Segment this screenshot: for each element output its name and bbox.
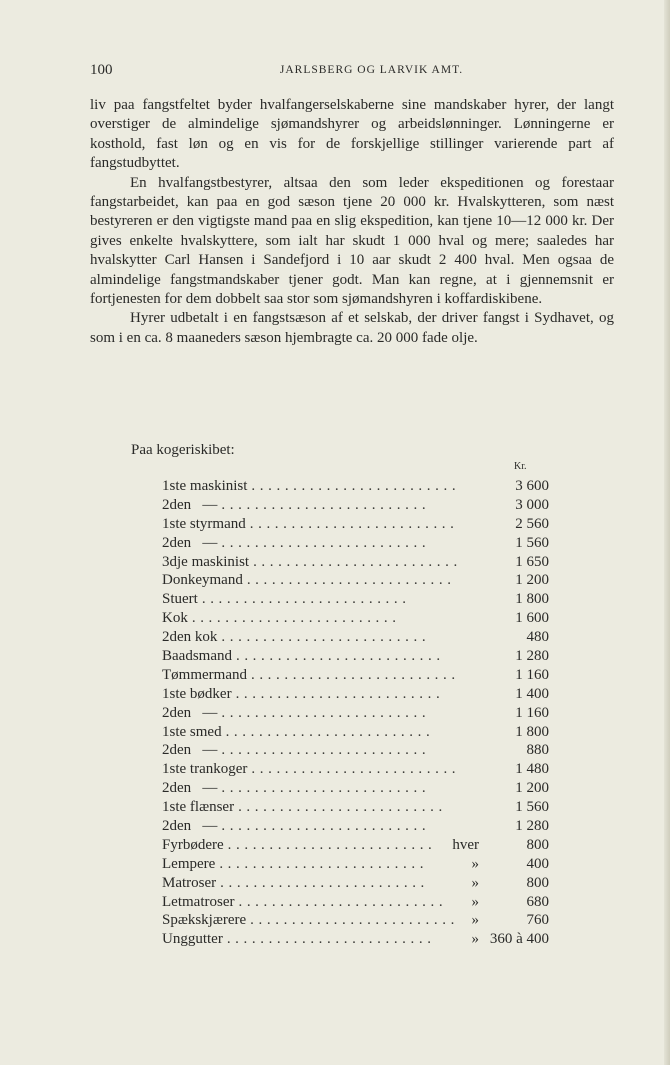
row-unit: » — [471, 931, 479, 948]
row-label: Stuert — [162, 591, 198, 608]
row-label: 1ste smed — [162, 723, 222, 740]
table-row — [162, 554, 549, 573]
row-label: 1ste bødker — [162, 685, 232, 702]
table-row — [162, 875, 549, 894]
row-amount: 1 400 — [515, 685, 549, 702]
paragraph: Hyrer udbetalt i en fangstsæson af et selskab, der driver fangst i Sydhavet, og som i en ca. 8 maaneders sæson hjembragte ca. 20 000 fade olje. — [90, 310, 614, 346]
table-row — [162, 799, 549, 818]
row-label: 2den kok — [162, 629, 218, 646]
leader-dots: ......................... — [221, 780, 431, 797]
leader-dots: ......................... — [238, 799, 447, 816]
leader-dots: ......................... — [235, 685, 445, 702]
table-row — [162, 780, 549, 799]
wage-table — [162, 478, 549, 950]
row-amount: 680 — [526, 893, 549, 910]
table-row — [162, 818, 549, 837]
page-header — [90, 62, 613, 84]
row-amount: 880 — [526, 742, 549, 759]
row-unit: hver — [452, 836, 479, 853]
row-amount: 1 200 — [515, 780, 549, 797]
row-label: Tømmermand — [162, 666, 247, 683]
row-label: 2den — — [162, 742, 218, 759]
table-row — [162, 686, 549, 705]
row-label: 1ste flænser — [162, 799, 235, 816]
row-label: Letmatroser — [162, 893, 235, 910]
row-amount: 1 160 — [515, 666, 549, 683]
leader-dots: ......................... — [220, 874, 429, 891]
row-label: 3dje maskinist — [162, 553, 250, 570]
table-row — [162, 516, 549, 535]
leader-dots: ......................... — [221, 704, 431, 721]
table-row — [162, 894, 549, 913]
row-unit: » — [471, 855, 479, 872]
paragraph: En hvalfangstbestyrer, altsaa den som leder ekspeditionen og forestaar fangstarbeidet, kan paa en god sæson tjene 20 000 kr. Hvalskytteren, som næst bestyreren er den vigtigste mand paa en slig ekspedition, kan tjene 10—12 000 kr. Der gives enkelte hvalskyttere, som ialt har skudt 1 000 hval og mere; saaledes har hvalskytter Carl Hansen i Sandefjord i 10 aar skudt 2 400 hval. Men ogsaa de almindelige fangstmandskaber tjener godt. Man kan regne, at i gjennemsnit er fortjenesten for dem dobbelt saa stor som sjømandshyren i koffardiskibene. — [90, 174, 614, 308]
table-row — [162, 478, 549, 497]
row-label: 2den — — [162, 780, 218, 797]
leader-dots: ......................... — [253, 553, 462, 570]
table-row — [162, 742, 549, 761]
leader-dots: ......................... — [226, 931, 436, 948]
table-row — [162, 629, 549, 648]
row-label: Unggutter — [162, 931, 223, 948]
leader-dots: ......................... — [251, 761, 461, 778]
row-label: 2den — — [162, 534, 218, 551]
row-unit: » — [471, 893, 479, 910]
row-amount: 360 à 400 — [489, 931, 549, 948]
table-row — [162, 931, 549, 950]
row-amount: 1 160 — [515, 704, 549, 721]
row-label: 1ste styrmand — [162, 515, 246, 532]
row-amount: 1 650 — [515, 553, 549, 570]
table-row — [162, 837, 549, 856]
table-row — [162, 724, 549, 743]
row-amount: 1 600 — [515, 610, 549, 627]
table-row — [162, 497, 549, 516]
leader-dots: ......................... — [249, 515, 459, 532]
row-amount: 1 560 — [515, 799, 549, 816]
row-label: Donkeymand — [162, 572, 243, 589]
row-label: Baadsmand — [162, 648, 232, 665]
row-amount: 1 280 — [515, 818, 549, 835]
row-amount: 800 — [526, 836, 549, 853]
table-row — [162, 705, 549, 724]
row-amount: 1 800 — [515, 591, 549, 608]
currency-header: Kr. — [514, 461, 527, 472]
leader-dots: ......................... — [221, 534, 431, 551]
table-title: Paa kogeriskibet: — [131, 442, 235, 458]
leader-dots: ......................... — [251, 478, 461, 494]
row-label: Matroser — [162, 874, 217, 891]
leader-dots: ......................... — [221, 496, 431, 513]
row-label: 2den — — [162, 704, 218, 721]
paragraph: liv paa fangstfeltet byder hvalfangerselskaberne sine mandskaber hyrer, der langt overstiger de almindelige sjømandshyrer og arbeidslønninger. Lønningerne er kosthold, fast løn og en vis for de forskjellige stillinger varierende part af fangstudbyttet. — [90, 97, 614, 172]
table-row — [162, 572, 549, 591]
row-label: 2den — — [162, 818, 218, 835]
leader-dots: ......................... — [250, 666, 460, 683]
row-amount: 1 560 — [515, 534, 549, 551]
leader-dots: ......................... — [191, 610, 401, 627]
leader-dots: ......................... — [221, 742, 431, 759]
page-number: 100 — [90, 62, 113, 78]
table-row — [162, 610, 549, 629]
row-label: Spækskjærere — [162, 912, 247, 929]
table-row — [162, 761, 549, 780]
row-amount: 3 000 — [515, 496, 549, 513]
row-amount: 480 — [526, 629, 549, 646]
table-row — [162, 667, 549, 686]
leader-dots: ......................... — [221, 818, 431, 835]
page-edge-shadow — [664, 0, 670, 1065]
table-row — [162, 648, 549, 667]
leader-dots: ......................... — [201, 591, 411, 608]
running-head: JARLSBERG OG LARVIK AMT. — [279, 64, 464, 76]
row-label: 1ste trankoger — [162, 761, 248, 778]
table-row — [162, 591, 549, 610]
leader-dots: ......................... — [246, 572, 456, 589]
leader-dots: ......................... — [238, 893, 448, 910]
row-label: Fyrbødere — [162, 836, 224, 853]
row-unit: » — [471, 912, 479, 929]
row-unit: » — [471, 874, 479, 891]
row-label: Kok — [162, 610, 188, 627]
row-amount: 3 600 — [515, 478, 549, 494]
leader-dots: ......................... — [219, 855, 429, 872]
row-amount: 2 560 — [515, 515, 549, 532]
row-amount: 1 800 — [515, 723, 549, 740]
row-amount: 1 280 — [515, 648, 549, 665]
body-text — [90, 96, 614, 348]
leader-dots: ......................... — [250, 912, 459, 929]
row-amount: 1 200 — [515, 572, 549, 589]
leader-dots: ......................... — [235, 648, 445, 665]
table-row — [162, 535, 549, 554]
table-row — [162, 912, 549, 931]
row-label: 1ste maskinist — [162, 478, 248, 494]
row-label: Lempere — [162, 855, 216, 872]
table-row — [162, 856, 549, 875]
row-amount: 760 — [526, 912, 549, 929]
leader-dots: ......................... — [227, 836, 437, 853]
row-amount: 1 480 — [515, 761, 549, 778]
row-amount: 400 — [526, 855, 549, 872]
leader-dots: ......................... — [225, 723, 435, 740]
row-amount: 800 — [526, 874, 549, 891]
row-label: 2den — — [162, 496, 218, 513]
leader-dots: ......................... — [221, 629, 431, 646]
